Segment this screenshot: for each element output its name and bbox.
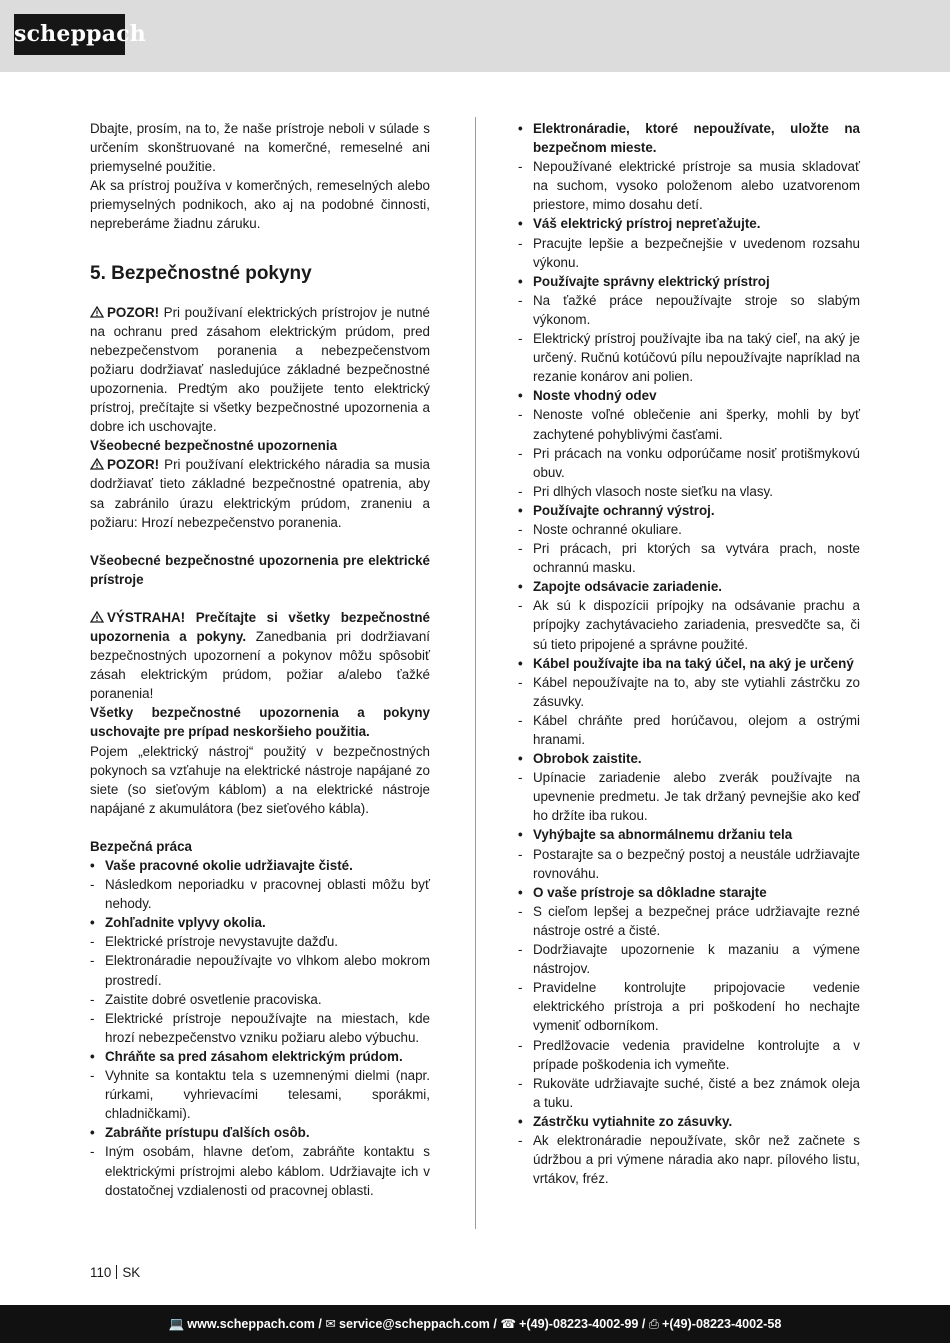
item-text: Zapojte odsávacie zariadenie. (533, 579, 723, 595)
bullet-marker: • (90, 1125, 95, 1141)
bullet-heading (518, 825, 860, 844)
item-text: Kábel nepoužívajte na to, aby ste vytiahli zástrčku zo zásuvky. (533, 674, 860, 709)
item-text: Chráňte sa pred zásahom elektrickým prúdom. (105, 1048, 403, 1064)
page-footer (90, 1265, 140, 1280)
keep-instructions: Všetky bezpečnostné upozornenia a pokyny uschovajte pre prípad neskoršieho použitia. (90, 705, 430, 740)
bullet-marker: • (518, 388, 523, 404)
item-text: Kábel chráňte pred horúčavou, olejom a ostrými hranami. (533, 712, 860, 747)
warning-triangle-icon (90, 611, 104, 623)
bullet-heading (518, 119, 860, 157)
item-text: Elektrické prístroje nepoužívajte na miestach, kde hrozí nebezpečenstvo vzniku požiaru alebo výbuchu. (105, 1010, 430, 1045)
dash-marker: - (518, 1037, 523, 1053)
bullet-marker: • (518, 827, 523, 843)
pozor-paragraph-2 (90, 455, 430, 531)
dash-item (518, 845, 860, 883)
bullet-marker: • (90, 858, 95, 873)
right-instruction-list (518, 119, 860, 1188)
intro-paragraph-1: Dbajte, prosím, na to, že naše prístroje neboli v súlade s určením skonštruované na komerčné, remeselné ani priemyselné použitie. (90, 121, 430, 175)
dash-marker: - (518, 521, 523, 537)
warning-triangle-icon (90, 458, 104, 470)
email-link[interactable]: service@scheppach.com (338, 1317, 490, 1331)
intro-paragraph-2: Ak sa prístroj používa v komerčných, remeselných alebo priemyselných podnikoch, ako aj na podobné činnosti, nepreberáme žiadnu záruku. (90, 178, 430, 232)
item-text: Pri prácach, pri ktorých sa vytvára prach, noste ochrannú masku. (533, 541, 860, 576)
brand-logo: scheppach (14, 14, 125, 55)
pozor-text: Pri používaní elektrického náradia sa musia dodržiavať tieto základné bezpečnostné opatrenia, aby sa zabránilo úrazu elektrickým prúdom, zraneniu a požiaru: Hrozí nebezpečenstvo poranenia. (90, 457, 430, 530)
item-text: Noste vhodný odev (533, 388, 657, 404)
term-paragraph: Pojem „elektrický nástroj“ použitý v bezpečnostných pokynoch sa vzťahuje na elektrické nástroje napájané zo siete (so sieťovým káblom) a na elektrické nástroje napájané z akumulátora (bez sieťového kábla). (90, 743, 430, 816)
bullet-heading (518, 577, 860, 596)
item-text: Pri dlhých vlasoch noste sieťku na vlasy. (533, 483, 773, 499)
spacer (90, 234, 430, 253)
item-text: Elektronáradie nepoužívajte vo vlhkom alebo mokrom prostredí. (105, 953, 430, 988)
bullet-marker: • (518, 751, 523, 767)
dash-item (518, 596, 860, 653)
dash-marker: - (518, 483, 523, 499)
dash-marker: - (518, 598, 523, 614)
item-text: Pri prácach na vonku odporúčame nosiť protišmykovú obuv. (533, 445, 860, 480)
item-text: Následkom neporiadku v pracovnej oblasti môžu byť nehody. (105, 877, 430, 912)
pozor-text: Pri používaní elektrických prístrojov je nutné na ochranu pred zásahom elektrickým prúdom, pred nebezpečenstvom poranenia a nebezpečenstvom požiaru dodržiavať nasledujúce základné bezpečnostné upozornenia. Predtým ako použijete tento elektrický prístroj, prečítajte si všetky bezpečnostné upozornenia a dobre ich uschovajte. (90, 304, 430, 435)
dash-item (518, 444, 860, 482)
dash-marker: - (518, 331, 523, 347)
item-text: Nepoužívané elektrické prístroje sa musia skladovať na suchom, vysoko položenom alebo uzatvorenom priestore, mimo dosahu detí. (533, 159, 860, 213)
dash-marker: - (518, 292, 523, 308)
language-code: SK (122, 1265, 141, 1280)
item-text: Vaše pracovné okolie udržiavajte čisté. (105, 858, 353, 873)
item-text: Iným osobám, hlavne deťom, zabráňte kontaktu s elektrickými prístrojmi alebo káblom. Udržiavajte ich v dostatočnej vzdialenosti od pracovnej oblasti. (105, 1144, 430, 1198)
dash-marker: - (518, 712, 523, 728)
bullet-marker: • (518, 884, 523, 900)
dash-item (518, 539, 860, 577)
phone-number: +(49)-08223-4002-99 (519, 1317, 639, 1331)
separator: / (638, 1317, 649, 1331)
safe-work-heading: Bezpečná práca (90, 838, 192, 854)
dash-marker: - (518, 1075, 523, 1091)
dash-marker: - (518, 942, 523, 958)
dash-item (518, 405, 860, 443)
dash-item (90, 932, 430, 951)
bullet-marker: • (90, 915, 95, 931)
fax-number: +(49)-08223-4002-58 (662, 1317, 782, 1331)
dash-marker: - (90, 1010, 95, 1026)
dash-marker: - (90, 953, 95, 969)
vystraha-label: VÝSTRAHA! Prečítajte si všetky bezpečnostné upozornenia a pokyny. (90, 609, 430, 644)
bullet-heading (518, 1112, 860, 1131)
bullet-heading (518, 272, 860, 291)
bullet-heading (90, 856, 430, 875)
phone-icon: ☎ (500, 1317, 517, 1331)
bullet-heading (90, 1047, 430, 1066)
dash-marker: - (518, 1132, 523, 1148)
bullet-heading (518, 883, 860, 902)
dash-marker: - (90, 991, 95, 1007)
bullet-heading (518, 214, 860, 233)
item-text: Elektrické prístroje nevystavujte dažďu. (105, 934, 338, 950)
dash-item (518, 1131, 860, 1188)
dash-item (90, 951, 430, 989)
dash-marker: - (90, 934, 95, 950)
item-text: Používajte ochranný výstroj. (533, 502, 715, 518)
pozor-label: POZOR! (107, 304, 160, 320)
bullet-marker: • (518, 502, 523, 518)
dash-item (90, 875, 430, 913)
item-text: Pracujte lepšie a bezpečnejšie v uvedenom rozsahu výkonu. (533, 235, 860, 270)
tools-heading: Všeobecné bezpečnostné upozornenia pre elektrické prístroje (90, 552, 430, 587)
item-text: Postarajte sa o bezpečný postoj a neustále udržiavajte rovnováhu. (533, 846, 860, 881)
dash-marker: - (90, 877, 95, 893)
item-text: Ak sú k dispozícii prípojky na odsávanie prachu a prípojky zachytávacieho zariadenia, presvedčte sa, či sú tieto pripojené a správne použité. (533, 598, 860, 652)
bullet-marker: • (518, 216, 523, 232)
dash-item (518, 1074, 860, 1112)
dash-item (90, 1142, 430, 1199)
dash-item (518, 902, 860, 940)
dash-item (518, 978, 860, 1035)
dash-marker: - (518, 903, 523, 919)
dash-marker: - (518, 159, 523, 175)
bullet-marker: • (518, 121, 523, 136)
dash-item (90, 1066, 430, 1123)
item-text: S cieľom lepšej a bezpečnej práce udržiavajte rezné nástroje ostré a čisté. (533, 903, 860, 938)
bullet-marker: • (518, 579, 523, 595)
bullet-heading (518, 386, 860, 405)
dash-item (90, 990, 430, 1009)
dash-marker: - (518, 674, 523, 690)
item-text: Vyhýbajte sa abnormálnemu držaniu tela (533, 827, 793, 843)
dash-item (518, 157, 860, 214)
item-text: Vyhnite sa kontaktu tela s uzemnenými dielmi (napr. rúrkami, vyhrievacími telesami, sporákmi, chladničkami). (105, 1068, 430, 1122)
dash-item (518, 234, 860, 272)
item-text: Predlžovacie vedenia pravidelne kontrolujte a v prípade poškodenia ich vymeňte. (533, 1037, 860, 1072)
page-header (0, 0, 950, 72)
vystraha-paragraph (90, 608, 430, 703)
dash-marker: - (518, 407, 523, 423)
item-text: Obrobok zaistite. (533, 751, 642, 767)
dash-item (518, 1036, 860, 1074)
spacer (90, 818, 430, 837)
fax-icon: ⎙ (648, 1317, 659, 1331)
dash-item (518, 482, 860, 501)
dash-item (518, 673, 860, 711)
item-text: Pravidelne kontrolujte pripojovacie vedenie elektrického prístroja a pri poškodení ho nechajte vymeniť odborníkom. (533, 980, 860, 1034)
dash-item (518, 329, 860, 386)
item-text: Používajte správny elektrický prístroj (533, 273, 770, 289)
item-text: Zohľadnite vplyvy okolia. (105, 915, 266, 931)
bullet-heading (518, 501, 860, 520)
dash-item (518, 768, 860, 825)
mail-icon: ✉ (325, 1317, 336, 1331)
dash-item (90, 1009, 430, 1047)
item-text: Zabráňte prístupu ďalších osôb. (105, 1125, 310, 1141)
left-column (90, 119, 430, 1200)
page-number: 110 (90, 1265, 112, 1280)
item-text: Kábel používajte iba na taký účel, na aký je určený (533, 655, 854, 671)
right-column (518, 119, 860, 1188)
item-text: Váš elektrický prístroj nepreťažujte. (533, 216, 761, 232)
bullet-marker: • (90, 1048, 95, 1064)
vystraha-text: Zanedbania pri dodržiavaní bezpečnostných upozornení a pokynov môžu spôsobiť zásah elektrickým prúdom, požiar a/alebo ťažké poranenia! (90, 628, 431, 702)
bullet-marker: • (518, 273, 523, 289)
general-heading: Všeobecné bezpečnostné upozornenia (90, 438, 338, 454)
dash-item (518, 940, 860, 978)
bullet-marker: • (518, 1113, 523, 1129)
item-text: Elektrický prístroj používajte iba na taký cieľ, na aký je určený. Ručnú kotúčovú pílu nepoužívajte napríklad na rezanie konárov ani polien. (533, 331, 860, 385)
contact-bar (0, 1305, 950, 1343)
dash-marker: - (518, 445, 523, 461)
dash-marker: - (518, 846, 523, 862)
computer-icon: 💻 (168, 1317, 185, 1331)
warning-triangle-icon (90, 306, 104, 318)
left-instruction-list (90, 856, 430, 1200)
dash-item (518, 291, 860, 329)
footer-divider (116, 1265, 117, 1279)
item-text: Zaistite dobré osvetlenie pracoviska. (105, 991, 322, 1007)
item-text: Elektronáradie, ktoré nepoužívate, uložte na bezpečnom mieste. (533, 121, 860, 156)
bullet-heading (518, 654, 860, 673)
spacer (90, 532, 430, 551)
bullet-heading (90, 1123, 430, 1142)
item-text: Zástrčku vytiahnite zo zásuvky. (533, 1113, 733, 1129)
website-link[interactable]: www.scheppach.com (187, 1317, 315, 1331)
dash-marker: - (90, 1068, 95, 1084)
item-text: Na ťažké práce nepoužívajte stroje so slabým výkonom. (533, 292, 860, 327)
dash-item (518, 711, 860, 749)
dash-marker: - (518, 541, 523, 557)
bullet-heading (518, 749, 860, 768)
item-text: Rukoväte udržiavajte suché, čisté a bez známok oleja a tuku. (533, 1075, 860, 1110)
dash-item (518, 520, 860, 539)
item-text: Dodržiavajte upozornenie k mazaniu a výmene nástrojov. (533, 942, 860, 977)
separator: / (489, 1317, 501, 1331)
dash-marker: - (90, 1144, 95, 1160)
dash-marker: - (518, 770, 523, 786)
item-text: Ak elektronáradie nepoužívate, skôr než začnete s údržbou a pri výmene náradia ako napr. pílového listu, vrtákov, fréz. (533, 1132, 860, 1187)
item-text: O vaše prístroje sa dôkladne starajte (533, 884, 767, 900)
pozor-label: POZOR! (107, 457, 160, 473)
spacer (90, 589, 430, 608)
item-text: Noste ochranné okuliare. (533, 521, 682, 537)
item-text: Nenoste voľné oblečenie ani šperky, mohli by byť zachytené pohyblivými časťami. (533, 407, 860, 442)
separator: / (314, 1317, 326, 1331)
dash-marker: - (518, 980, 523, 996)
bullet-marker: • (518, 655, 523, 671)
column-divider (475, 117, 476, 1229)
bullet-heading (90, 913, 430, 932)
dash-marker: - (518, 235, 523, 251)
item-text: Upínacie zariadenie alebo zverák používajte na upevnenie predmetu. Je tak držaný pevnejšie ako keď ho držíte iba rukou. (533, 770, 860, 824)
pozor-paragraph-1 (90, 303, 430, 437)
section-title: 5. Bezpečnostné pokyny (90, 262, 312, 284)
